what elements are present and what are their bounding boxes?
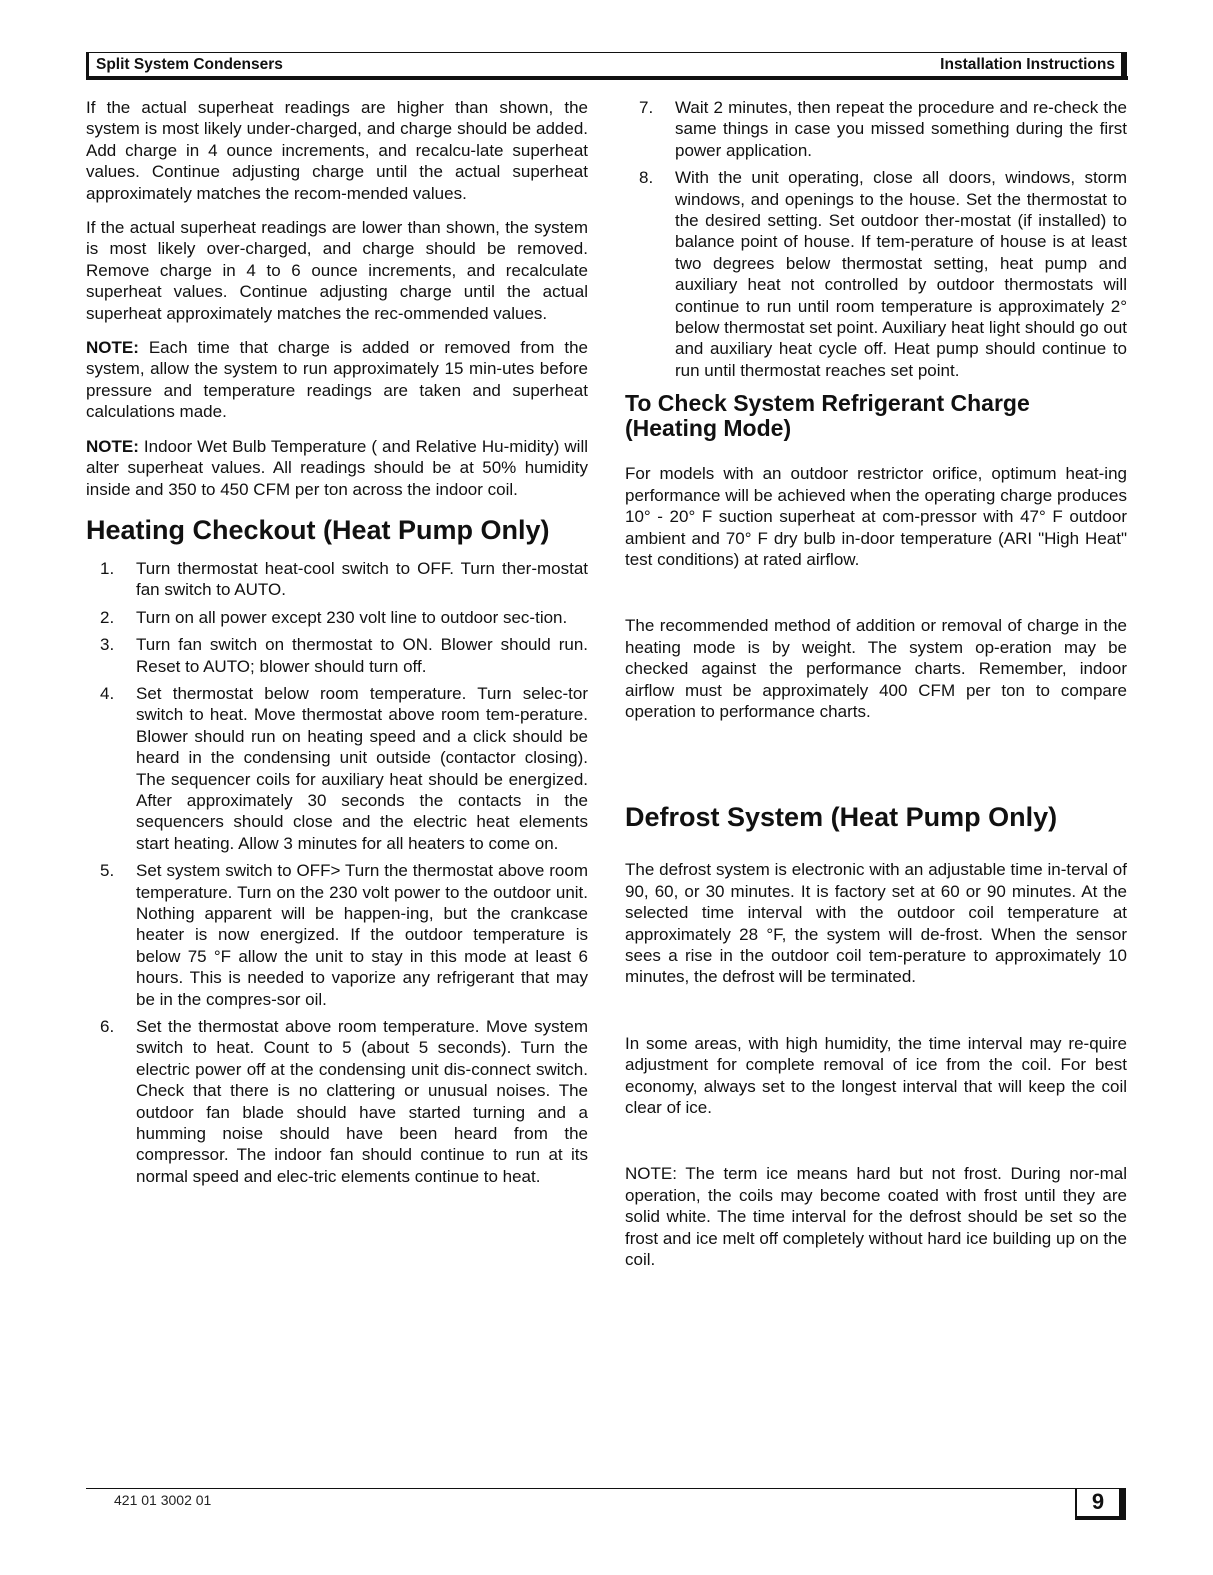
paragraph-charge-by-weight: The recommended method of addition or removal of charge in the heating mode is by weight. The system op-eration may be checked against the performance charts. Remember, indoor airflow must be approximately 400 CFM per ton to compare operation to performance charts. <box>625 616 1127 721</box>
note-text: Each time that charge is added or removed from the system, allow the system to run approximately 15 min-utes before pressure and temperature readings are taken and superheat calculations made. <box>86 338 588 422</box>
left-column <box>86 97 588 1193</box>
list-item <box>86 1016 588 1187</box>
step-number: 1. <box>100 558 115 578</box>
paragraph-high-humidity: In some areas, with high humidity, the time interval may re-quire adjustment for complete removal of ice from the coil. For best economy, always set to the longest interval that will keep the coil clear of ice. <box>625 1033 1127 1117</box>
note-ice-definition: NOTE: The term ice means hard but not frost. During nor-mal operation, the coils may become coated with frost until they are solid white. The time interval for the defrost should be set so the frost and ice melt off completely without hard ice building up on the coil. <box>625 1164 1127 1270</box>
right-column <box>625 97 1127 1283</box>
step-text: Wait 2 minutes, then repeat the procedure and re-check the same things in case you missed something during the first power application. <box>675 98 1127 160</box>
heading-defrost-system: Defrost System (Heat Pump Only) <box>625 802 1058 833</box>
step-number: 5. <box>100 861 115 881</box>
step-text: Turn thermostat heat-cool switch to OFF. Turn ther-mostat fan switch to AUTO. <box>136 558 588 600</box>
step-text: Set system switch to OFF> Turn the thermostat above room temperature. Turn on the 230 volt power to the outdoor unit. Nothing apparent will be happen-ing, but the crankcase heater is now energized. If the outdoor temperature is below 75 °F allow the unit to stay in this mode at least 6 hours. This is needed to vaporize any refrigerant that may be in the compres-sor oil. <box>136 861 588 1009</box>
header-top-line <box>86 52 1126 53</box>
spacer <box>625 845 1127 859</box>
spacer <box>625 583 1127 615</box>
note-wet-bulb <box>86 436 588 500</box>
paragraph-undercharged: If the actual superheat readings are higher than shown, the system is most likely under-charged, and charge should be added. Add charge in 4 ounce increments, and recalcu-late superheat values. Continue adjusting charge until the actual superheat approximately matches the recom-mended values. <box>86 98 588 203</box>
step-number: 4. <box>100 683 115 703</box>
note-label: NOTE: <box>86 338 139 358</box>
spacer <box>625 735 1127 787</box>
heading-heating-checkout: Heating Checkout (Heat Pump Only) <box>86 514 550 545</box>
list-item <box>86 634 588 677</box>
note-label: NOTE: <box>86 436 139 456</box>
header-rule <box>86 76 1128 80</box>
footer-rule <box>86 1488 1126 1489</box>
step-number: 7. <box>639 98 654 117</box>
heading-check-refrigerant-charge: To Check System Refrigerant Charge (Heating Mode) <box>625 390 1030 442</box>
step-number: 8. <box>639 168 654 188</box>
spacer <box>625 1001 1127 1033</box>
heating-checkout-steps-continued <box>625 97 1127 381</box>
header-left-tick <box>86 52 89 79</box>
header-document-title: Installation Instructions <box>940 56 1115 73</box>
note-run-time <box>86 337 588 423</box>
step-text: Set thermostat below room temperature. Turn selec-tor switch to heat. Move thermostat above room tem-perature. Blower should run on heating speed and a click should be heard in the condensing unit outside (contactor closing). The sequencer coils for auxiliary heat should be energized. After approximately 30 seconds the contacts in the sequencers should close and the electric heat elements start heating. Allow 3 minutes for all heaters to come on. <box>136 683 588 853</box>
list-item <box>625 167 1127 381</box>
paragraph-overcharged: If the actual superheat readings are lower than shown, the system is most likely over-charged, and charge should be removed. Remove charge in 4 to 6 ounce increments, and recalculate superheat values. Continue adjusting charge until the actual superheat approximately matches the rec-ommended values. <box>86 218 588 323</box>
note-text: Indoor Wet Bulb Temperature ( and Relative Hu-midity) will alter superheat values. All readings should be at 50% humidity inside and 350 to 450 CFM per ton across the indoor coil. <box>86 436 588 499</box>
step-text: With the unit operating, close all doors, windows, storm windows, and openings to the house. Set the thermostat to the desired setting. Set outdoor ther-mostat (if installed) to balance point of house. If tem-perature of house is at least two degrees below thermostat setting, heat pump and auxiliary heat not controlled by outdoor thermostats will continue to run until room temperature is approximately 2° below thermostat set point. Auxiliary heat light should go out and auxiliary heat cycle off. Heat pump should continue to run until thermostat reaches set point. <box>675 168 1127 380</box>
step-text: Turn on all power except 230 volt line to outdoor sec-tion. <box>136 607 568 627</box>
heating-checkout-steps <box>86 558 588 1187</box>
document-code: 421 01 3002 01 <box>114 1492 212 1508</box>
paragraph-restrictor-orifice: For models with an outdoor restrictor orifice, optimum heat-ing performance will be achieved when the operating charge produces 10° - 20° F suction superheat at com-pressor with 47° F outdoor ambient and 70° F dry bulb in-door temperature (ARI "High Heat" test conditions) at rated airflow. <box>625 464 1127 569</box>
paragraph-defrost-interval: The defrost system is electronic with an adjustable time in-terval of 90, 60, or 30 minutes. It is factory set at 60 or 90 minutes. At the selected time interval with the outdoor coil temperature at approximately 28 °F, the system will de-frost. When the sensor sees a rise in the outdoor coil tem-perature to approximately 10 minutes, the defrost will be terminated. <box>625 860 1127 987</box>
spacer <box>625 1131 1127 1163</box>
list-item <box>86 683 588 854</box>
list-item <box>86 860 588 1010</box>
step-number: 6. <box>100 1017 115 1037</box>
step-text: Turn fan switch on thermostat to ON. Blower should run. Reset to AUTO; blower should turn off. <box>136 635 588 676</box>
step-number: 2. <box>100 607 115 627</box>
step-number: 3. <box>100 635 115 655</box>
list-item <box>625 97 1127 161</box>
list-item <box>86 558 588 601</box>
header-section-title: Split System Condensers <box>96 56 283 73</box>
page-number: 9 <box>1091 1489 1105 1514</box>
step-text: Set the thermostat above room temperature. Move system switch to heat. Count to 5 (about 5 seconds). Turn the electric power off at the condensing unit dis-connect switch. Check that there is no clattering or unusual noises. The outdoor fan blade should have started turning and a humming noise should have been heard from the compressor. The indoor fan should continue to run at its normal speed and elec-tric elements continue to heat. <box>136 1017 588 1186</box>
list-item <box>86 607 588 628</box>
